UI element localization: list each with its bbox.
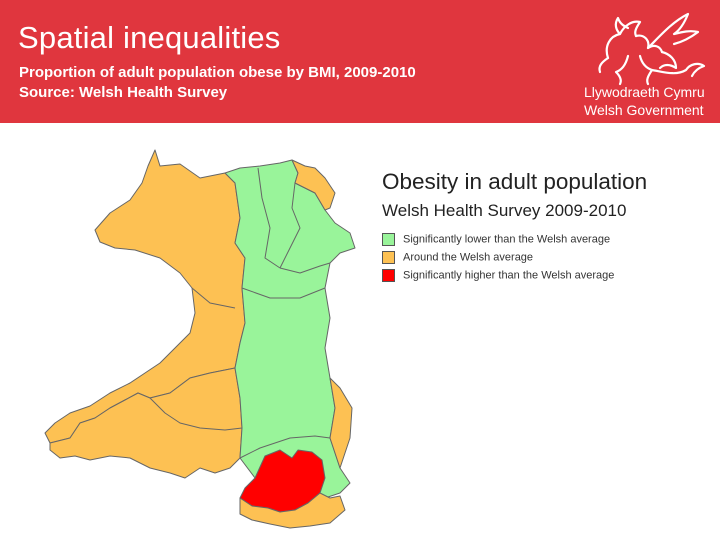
logo-text-welsh: Llywodraeth Cymru: [584, 84, 705, 100]
legend-swatch-around: [382, 251, 395, 264]
logo-text-english: Welsh Government: [584, 102, 704, 118]
wales-choropleth-map: [30, 138, 380, 538]
legend-title: Obesity in adult population: [382, 169, 648, 194]
legend-subtitle: Welsh Health Survey 2009-2010: [382, 201, 627, 220]
header-banner: [0, 0, 720, 123]
legend-label-higher: Significantly higher than the Welsh average: [403, 269, 615, 282]
slide-subtitle: Proportion of adult population obese by BMI, 2009-2010: [19, 64, 416, 81]
legend-swatch-higher: [382, 269, 395, 282]
legend-label-lower: Significantly lower than the Welsh average: [403, 233, 611, 246]
legend-label-around: Around the Welsh average: [403, 251, 534, 264]
legend-swatch-lower: [382, 233, 395, 246]
legend-item-lower: [382, 233, 610, 247]
legend-item-higher: [382, 269, 614, 283]
slide-title: Spatial inequalities: [18, 20, 281, 55]
source-note: Source: Welsh Health Survey: [19, 84, 228, 101]
legend-item-around: [382, 251, 533, 265]
